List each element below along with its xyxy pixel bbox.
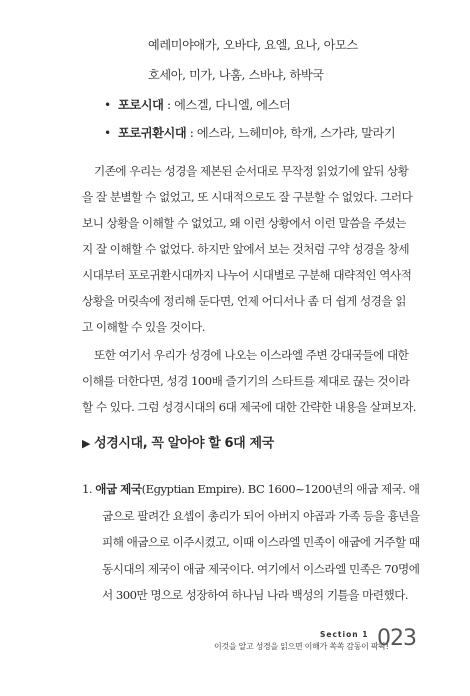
footer-section-label: Section 1 (320, 630, 369, 639)
item-term: 애굽 제국 (95, 482, 142, 496)
paragraph-line: 지 잘 이해할 수 없었다. 하지만 앞에서 보는 것처럼 구약 성경을 창세 (82, 242, 410, 256)
bullet-return-era (104, 124, 395, 141)
bullet-text: : 에스라, 느헤미야, 학개, 스가랴, 말라기 (186, 126, 396, 140)
item-line: 피해 애굽으로 이주시켰고, 이때 이스라엘 민족이 애굽에 거주할 때 (102, 535, 420, 550)
paragraph-line: 이해를 더한다면, 성경 100배 즐기기의 스타트를 제대로 끊는 것이라 (82, 374, 410, 388)
list-continuation-line-2: 호세아, 미가, 나훔, 스바냐, 하박국 (148, 68, 324, 82)
bullet-marker: • (104, 126, 111, 140)
bullet-term: 포로귀환시대 (118, 126, 187, 140)
bullet-marker: • (104, 98, 111, 112)
paragraph-line: 을 잘 분별할 수 없었고, 또 시대적으로도 잘 구분할 수 없었다. 그러다 (82, 190, 413, 204)
paragraph-line: 할 수 있다. 그럼 성경시대의 6대 제국에 대한 간략한 내용을 살펴보자. (82, 400, 416, 414)
item-first-line (82, 476, 420, 503)
section-heading-text: 성경시대, 꼭 알아야 할 6대 제국 (94, 436, 274, 451)
page-number: 023 (377, 626, 416, 651)
body-paragraph-2 (82, 342, 416, 420)
paragraph-line: 보니 상황을 이해할 수 없었고, 왜 이런 상황에서 이런 말씀을 주셨는 (82, 216, 406, 230)
paragraph-line: 고 이해할 수 있을 것이다. (82, 320, 205, 334)
item-line: 굽으로 팔려간 요셉이 총리가 되어 아버지 야곱과 가족 등을 흉년을 (102, 508, 420, 523)
paragraph-line: 시대부터 포로귀환시대까지 나누어 시대별로 구분해 대략적인 역사적 (82, 268, 412, 282)
item-line: 동시대의 제국이 애굽 제국이다. 여기에서 이스라엘 민족은 70명에 (102, 561, 420, 576)
paragraph-line: 상황을 머릿속에 정리해 둔다면, 언제 어디서나 좀 더 쉽게 성경을 읽 (82, 294, 406, 308)
item-line: 서 300만 명으로 성장하여 하나님 나라 백성의 기틀을 마련했다. (102, 588, 409, 603)
item-number: 1. (82, 482, 93, 496)
paragraph-line: 또한 여기서 우리가 성경에 나오는 이스라엘 주변 강대국들에 대한 (94, 348, 409, 362)
item-first-text: (Egyptian Empire). BC 1600~1200년의 애굽 제국. 애 (141, 482, 420, 496)
triangle-icon: ▶ (82, 437, 91, 450)
list-continuation-line-1: 예레미야애가, 오바댜, 요엘, 요나, 아모스 (148, 38, 358, 52)
paragraph-line: 기존에 우리는 성경을 제본된 순서대로 무작정 읽었기에 앞뒤 상황 (94, 164, 409, 178)
numbered-item-1 (82, 476, 420, 609)
body-paragraph-1 (82, 158, 413, 340)
footer-book-title: 이것을 알고 성경을 읽으면 이해가 쏙쏙 감동이 팍팍! (214, 642, 389, 651)
bullet-text: : 에스겔, 다니엘, 에스더 (163, 98, 291, 112)
bullet-term: 포로시대 (118, 98, 164, 112)
section-heading (82, 432, 274, 451)
bullet-exile-era (104, 96, 290, 113)
